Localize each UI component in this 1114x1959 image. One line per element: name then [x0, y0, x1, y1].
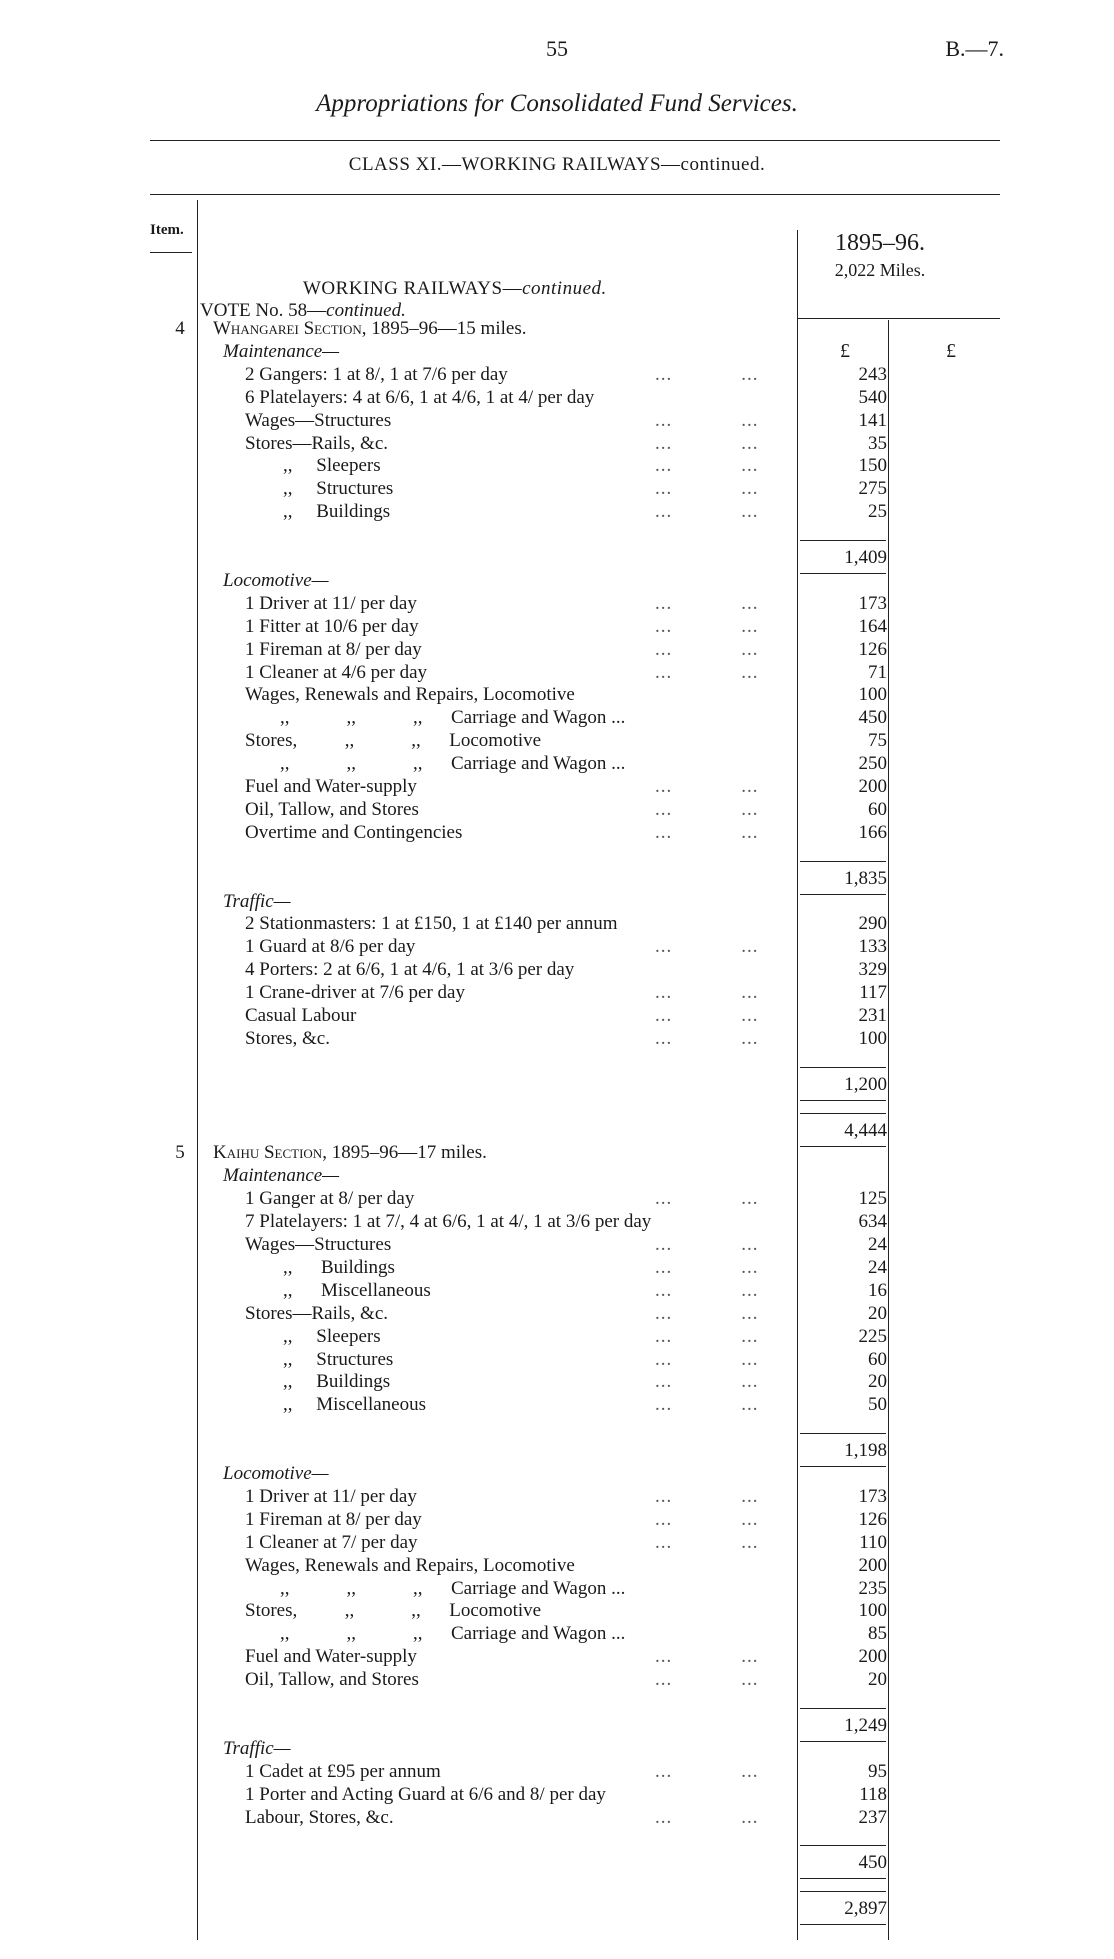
- table-row: [0, 1555, 1114, 1578]
- line-description: Traffic—: [223, 890, 291, 912]
- line-description: Kaihu Section, 1895–96—17 miles.: [213, 1142, 487, 1164]
- table-row: [0, 1257, 1114, 1280]
- line-amount: 173: [858, 592, 887, 614]
- table-row: [0, 341, 1114, 364]
- leader-dots: ... ...: [655, 1508, 759, 1530]
- line-description: 1 Cleaner at 7/ per day: [245, 1531, 418, 1553]
- item-header-rule: [150, 252, 192, 253]
- line-amount: 25: [868, 501, 887, 523]
- leader-dots: ... ...: [655, 1325, 759, 1347]
- line-amount: 100: [858, 684, 887, 706]
- table-row: [0, 1371, 1114, 1394]
- table-row: [0, 1051, 1114, 1074]
- line-amount: 71: [868, 661, 887, 683]
- line-description: Labour, Stores, &c.: [245, 1806, 394, 1828]
- table-row: [0, 524, 1114, 547]
- line-description: Stores—Rails, &c.: [245, 1302, 389, 1324]
- table-row: [0, 1165, 1114, 1188]
- line-amount: 126: [858, 1508, 887, 1530]
- page-title: Appropriations for Consolidated Fund Services.: [316, 90, 798, 117]
- subtotal-amount: 1,409: [844, 547, 887, 568]
- line-amount: 150: [858, 455, 887, 477]
- line-amount: 290: [858, 913, 887, 935]
- table-row: [0, 1761, 1114, 1784]
- line-description: Stores, &c.: [245, 1027, 330, 1049]
- item-number: 5: [175, 1142, 185, 1164]
- line-amount: 20: [868, 1669, 887, 1691]
- table-row: [0, 616, 1114, 639]
- table-row: [0, 1784, 1114, 1807]
- leader-dots: ... ...: [655, 1256, 759, 1278]
- leader-dots: ... ...: [655, 592, 759, 614]
- line-description: Stores, ,, ,, Locomotive: [245, 730, 542, 752]
- table-row: [0, 1807, 1114, 1830]
- leader-dots: ... ...: [655, 1027, 759, 1049]
- table-row: [0, 318, 1114, 341]
- leader-dots: ... ...: [655, 1669, 759, 1691]
- document-reference: B.—7.: [945, 36, 1004, 61]
- table-row: [0, 1326, 1114, 1349]
- section-heading-text: WORKING RAILWAYS—: [303, 278, 523, 299]
- table-row: [0, 753, 1114, 776]
- line-description: Traffic—: [223, 1737, 291, 1759]
- line-amount: 450: [858, 707, 887, 729]
- vote-heading-text: VOTE No. 58—: [200, 300, 327, 321]
- line-description: 1 Cleaner at 4/6 per day: [245, 661, 428, 683]
- table-row: [0, 707, 1114, 730]
- line-description: Oil, Tallow, and Stores: [245, 1669, 419, 1691]
- line-description: 1 Fitter at 10/6 per day: [245, 615, 419, 637]
- line-description: ,, Structures: [283, 1348, 394, 1370]
- table-row: [0, 1852, 1114, 1875]
- line-description: Maintenance—: [223, 340, 340, 362]
- table-row: [0, 982, 1114, 1005]
- table-row: [0, 547, 1114, 570]
- table-row: [0, 959, 1114, 982]
- table-row: [0, 1738, 1114, 1761]
- year-column-header: 1895–96.: [835, 230, 925, 256]
- line-amount: 250: [858, 753, 887, 775]
- table-row: [0, 1349, 1114, 1372]
- line-amount: 24: [868, 1234, 887, 1255]
- table-row: [0, 1532, 1114, 1555]
- leader-dots: ... ...: [655, 1531, 759, 1553]
- subtotal-rule: [800, 861, 886, 862]
- leader-dots: ... ...: [655, 432, 759, 454]
- table-row: [0, 913, 1114, 936]
- line-description: 6 Platelayers: 4 at 6/6, 1 at 4/6, 1 at 4/ per day: [245, 386, 595, 408]
- line-description: Stores, ,, ,, Locomotive: [245, 1600, 542, 1622]
- table-row: [0, 1142, 1114, 1165]
- subtotal-rule: [800, 1891, 886, 1892]
- line-description: Wages, Renewals and Repairs, Locomotive: [245, 1554, 575, 1576]
- table-row: [0, 410, 1114, 433]
- line-amount: 540: [858, 386, 887, 408]
- table-row: [0, 936, 1114, 959]
- line-description: ,, ,, ,, Carriage and Wagon ...: [280, 753, 626, 775]
- leader-dots: ... ...: [655, 661, 759, 683]
- line-amount: 166: [858, 821, 887, 843]
- table-row: [0, 730, 1114, 753]
- table-row: [0, 433, 1114, 456]
- line-description: 1 Crane-driver at 7/6 per day: [245, 982, 465, 1004]
- leader-dots: ... ...: [655, 1348, 759, 1370]
- line-description: Locomotive—: [223, 569, 329, 591]
- line-amount: 118: [859, 1783, 887, 1805]
- line-amount: 243: [858, 363, 887, 385]
- table-row: [0, 845, 1114, 868]
- subtotal-amount: 1,200: [844, 1073, 887, 1095]
- title-rule: [150, 140, 1000, 141]
- line-amount: 126: [858, 638, 887, 660]
- subtotal-amount: 2,897: [844, 1898, 887, 1920]
- table-row: [0, 593, 1114, 616]
- line-description: Oil, Tallow, and Stores: [245, 798, 419, 820]
- table-row: [0, 1417, 1114, 1440]
- line-amount: 235: [858, 1577, 887, 1599]
- line-description: ,, Sleepers: [283, 455, 381, 477]
- line-description: ,, Buildings: [283, 501, 391, 523]
- line-description: 1 Driver at 11/ per day: [245, 1485, 417, 1507]
- line-description: ,, Sleepers: [283, 1325, 381, 1347]
- table-row: [0, 478, 1114, 501]
- line-amount: 20: [868, 1302, 887, 1324]
- line-amount: 231: [858, 1005, 887, 1026]
- table-row: [0, 1188, 1114, 1211]
- line-amount: 60: [868, 798, 887, 820]
- table-row: [0, 1097, 1114, 1120]
- leader-dots: ... ...: [655, 409, 759, 431]
- leader-dots: ... ...: [655, 501, 759, 523]
- line-amount: 225: [858, 1325, 887, 1347]
- header-rule: [150, 194, 1000, 195]
- table-row: [0, 799, 1114, 822]
- line-description: ,, ,, ,, Carriage and Wagon ...: [280, 1577, 626, 1599]
- line-description: Overtime and Contingencies: [245, 821, 463, 843]
- line-description: Casual Labour: [245, 1005, 357, 1026]
- table-row: [0, 1509, 1114, 1532]
- leader-dots: ... ...: [655, 936, 759, 958]
- leader-dots: ... ...: [655, 1371, 759, 1393]
- table-row: [0, 1440, 1114, 1463]
- line-description: 2 Gangers: 1 at 8/, 1 at 7/6 per day: [245, 363, 508, 385]
- vote-heading-continued: continued.: [326, 300, 406, 321]
- leader-dots: ... ...: [655, 455, 759, 477]
- line-description: Wages—Structures: [245, 1234, 392, 1255]
- line-description: Wages—Structures: [245, 409, 392, 431]
- subtotal-rule: [800, 1924, 886, 1925]
- subtotal-amount: 1,198: [844, 1440, 887, 1462]
- leader-dots: ... ...: [655, 478, 759, 500]
- table-row: [0, 1715, 1114, 1738]
- table-row: [0, 1280, 1114, 1303]
- line-description: 2 Stationmasters: 1 at £150, 1 at £140 per annum: [245, 913, 618, 935]
- leader-dots: ... ...: [655, 638, 759, 660]
- line-amount: 75: [868, 730, 887, 752]
- miles-header: 2,022 Miles.: [834, 260, 926, 280]
- item-column-header: Item.: [150, 222, 184, 238]
- subtotal-rule: [800, 1433, 886, 1434]
- line-amount: 20: [868, 1371, 887, 1393]
- subtotal-rule: [800, 1708, 886, 1709]
- line-description: Locomotive—: [223, 1463, 329, 1484]
- table-row: [0, 570, 1114, 593]
- table-row: [0, 1394, 1114, 1417]
- table-row: [0, 1623, 1114, 1646]
- pound-sign-amount: £: [840, 340, 850, 362]
- line-description: 1 Fireman at 8/ per day: [245, 638, 422, 660]
- table-row: [0, 1303, 1114, 1326]
- line-amount: 16: [868, 1279, 887, 1301]
- leader-dots: ... ...: [655, 798, 759, 820]
- line-amount: 95: [868, 1760, 887, 1782]
- subtotal-amount: 1,249: [844, 1714, 887, 1736]
- line-amount: 60: [868, 1348, 887, 1370]
- leader-dots: ... ...: [655, 1760, 759, 1782]
- subtotal-rule: [800, 1113, 886, 1114]
- line-description: ,, ,, ,, Carriage and Wagon ...: [280, 707, 626, 729]
- line-amount: 133: [858, 936, 887, 958]
- table-row: [0, 868, 1114, 891]
- line-description: 1 Driver at 11/ per day: [245, 592, 417, 614]
- leader-dots: ... ...: [655, 776, 759, 797]
- line-description: Wages, Renewals and Repairs, Locomotive: [245, 684, 575, 706]
- leader-dots: ... ...: [655, 821, 759, 843]
- table-row: [0, 1074, 1114, 1097]
- table-row: [0, 776, 1114, 799]
- line-description: ,, Miscellaneous: [283, 1394, 427, 1416]
- pound-sign-total: £: [946, 340, 956, 362]
- line-amount: 24: [868, 1256, 887, 1278]
- line-description: 7 Platelayers: 1 at 7/, 4 at 6/6, 1 at 4/, 1 at 3/6 per day: [245, 1211, 652, 1233]
- table-row: [0, 1692, 1114, 1715]
- line-description: Stores—Rails, &c.: [245, 432, 389, 454]
- line-amount: 50: [868, 1394, 887, 1416]
- table-row: [0, 501, 1114, 524]
- class-heading: CLASS XI.—WORKING RAILWAYS—continued.: [348, 154, 766, 175]
- line-amount: 100: [858, 1027, 887, 1049]
- line-description: 1 Cadet at £95 per annum: [245, 1760, 441, 1782]
- line-amount: 200: [858, 776, 887, 797]
- leader-dots: ... ...: [655, 1234, 759, 1255]
- line-description: 1 Porter and Acting Guard at 6/6 and 8/ per day: [245, 1783, 606, 1805]
- line-amount: 634: [858, 1211, 887, 1233]
- table-row: [0, 455, 1114, 478]
- section-heading-continued: continued.: [522, 278, 607, 299]
- leader-dots: ... ...: [655, 1394, 759, 1416]
- line-description: ,, Miscellaneous: [283, 1279, 431, 1301]
- table-row: [0, 1005, 1114, 1028]
- table-row: [0, 684, 1114, 707]
- line-description: 1 Fireman at 8/ per day: [245, 1508, 422, 1530]
- page-number: 55: [546, 36, 568, 61]
- leader-dots: ... ...: [655, 1485, 759, 1507]
- line-description: 1 Guard at 8/6 per day: [245, 936, 416, 958]
- line-description: ,, Buildings: [283, 1256, 395, 1278]
- line-description: 4 Porters: 2 at 6/6, 1 at 4/6, 1 at 3/6 per day: [245, 959, 575, 981]
- subtotal-amount: 1,835: [844, 867, 887, 889]
- line-amount: 100: [858, 1600, 887, 1622]
- line-description: Fuel and Water-supply: [245, 776, 417, 797]
- section-heading: [303, 278, 607, 300]
- table-row: [0, 1120, 1114, 1143]
- table-row: [0, 662, 1114, 685]
- table-row: [0, 1669, 1114, 1692]
- line-description: Fuel and Water-supply: [245, 1646, 417, 1668]
- leader-dots: ... ...: [655, 1005, 759, 1026]
- table-row: [0, 1463, 1114, 1486]
- line-amount: 125: [858, 1188, 887, 1210]
- table-row: [0, 1234, 1114, 1257]
- leader-dots: ... ...: [655, 1279, 759, 1301]
- leader-dots: ... ...: [655, 1806, 759, 1828]
- line-amount: 85: [868, 1623, 887, 1645]
- line-amount: 35: [868, 432, 887, 454]
- leader-dots: ... ...: [655, 1188, 759, 1210]
- leader-dots: ... ...: [655, 1302, 759, 1324]
- line-amount: 164: [858, 615, 887, 637]
- leader-dots: ... ...: [655, 982, 759, 1004]
- leader-dots: ... ...: [655, 363, 759, 385]
- table-row: [0, 1646, 1114, 1669]
- table-row: [0, 1829, 1114, 1852]
- line-amount: 141: [858, 409, 887, 431]
- table-row: [0, 1600, 1114, 1623]
- line-amount: 200: [858, 1646, 887, 1668]
- subtotal-amount: 4,444: [844, 1119, 887, 1141]
- line-description: ,, Structures: [283, 478, 394, 500]
- table-row: [0, 822, 1114, 845]
- subtotal-rule: [800, 540, 886, 541]
- line-amount: 200: [858, 1554, 887, 1576]
- subtotal-amount: 450: [858, 1852, 887, 1874]
- line-description: 1 Ganger at 8/ per day: [245, 1188, 415, 1210]
- table-row: [0, 1486, 1114, 1509]
- subtotal-rule: [800, 1067, 886, 1068]
- subtotal-rule: [800, 1845, 886, 1846]
- leader-dots: ... ...: [655, 615, 759, 637]
- line-description: ,, ,, ,, Carriage and Wagon ...: [280, 1623, 626, 1645]
- line-amount: 110: [859, 1531, 887, 1553]
- leader-dots: ... ...: [655, 1646, 759, 1668]
- table-row: [0, 1898, 1114, 1921]
- line-amount: 275: [858, 478, 887, 500]
- item-number: 4: [175, 318, 185, 339]
- table-row: [0, 1578, 1114, 1601]
- line-description: Whangarei Section, 1895–96—15 miles.: [213, 318, 527, 339]
- table-row: [0, 639, 1114, 662]
- table-row: [0, 1211, 1114, 1234]
- line-amount: 117: [859, 982, 887, 1004]
- table-row: [0, 1875, 1114, 1898]
- table-row: [0, 891, 1114, 914]
- line-amount: 173: [858, 1485, 887, 1507]
- table-row: [0, 387, 1114, 410]
- table-row: [0, 364, 1114, 387]
- line-amount: 237: [858, 1806, 887, 1828]
- line-description: Maintenance—: [223, 1165, 340, 1187]
- line-amount: 329: [858, 959, 887, 981]
- table-row: [0, 1028, 1114, 1051]
- line-description: ,, Buildings: [283, 1371, 391, 1393]
